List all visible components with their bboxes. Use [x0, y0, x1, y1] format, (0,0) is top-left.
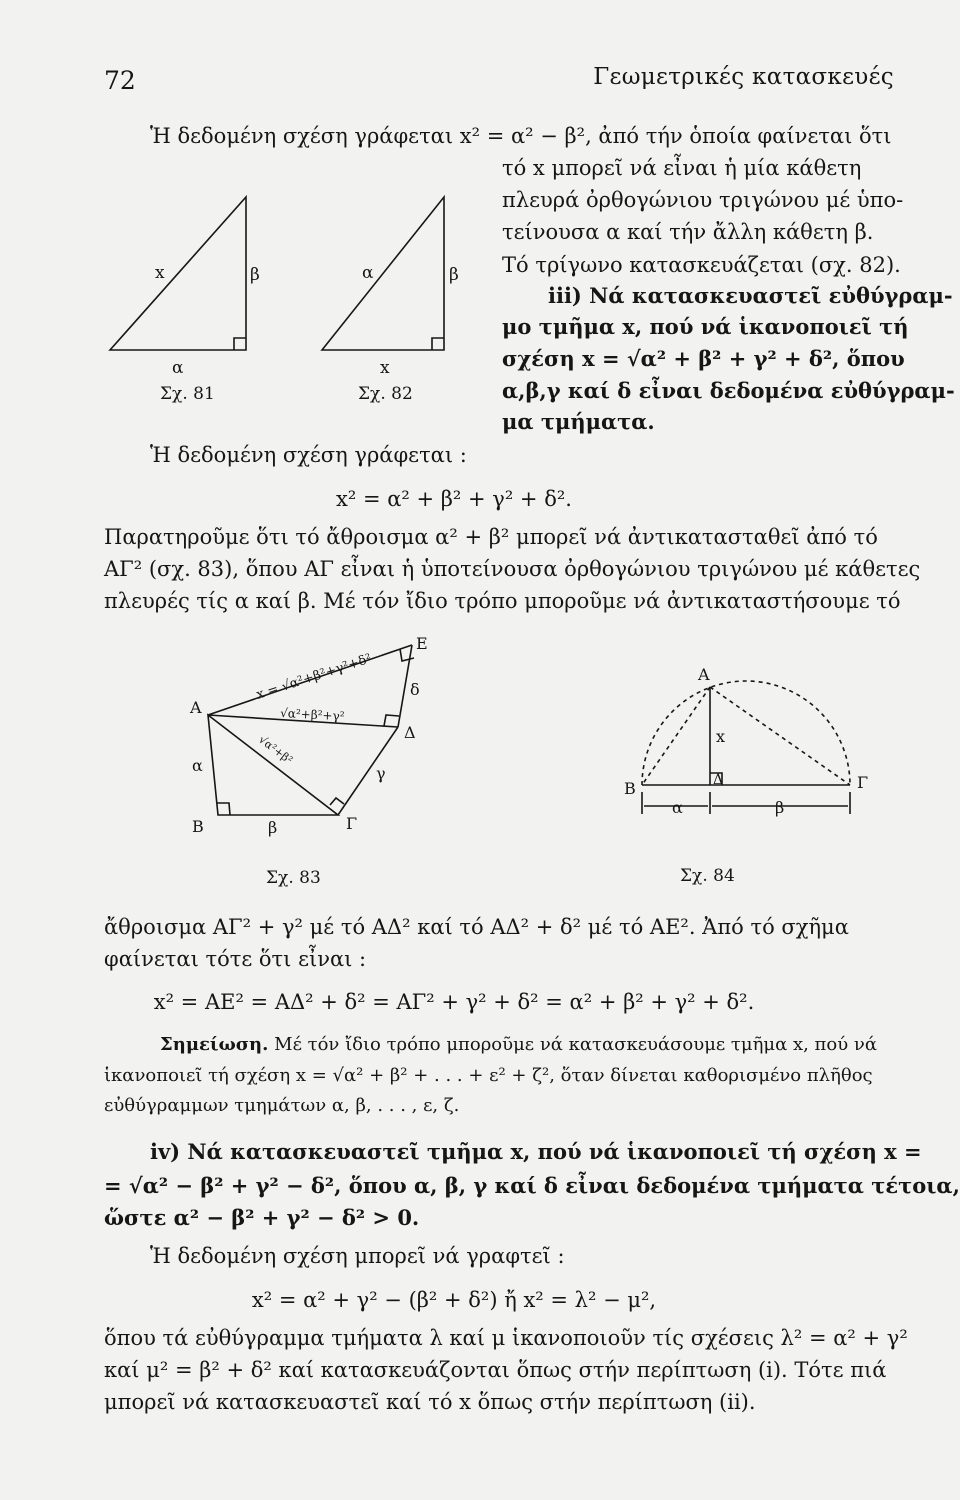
note-line3: εὐθύγραμμων τμημάτων α, β, . . . , ε, ζ. — [104, 1095, 460, 1116]
fig81-label-leg: β — [250, 265, 260, 285]
problem3-line3: σχέση x = √α² + β² + γ² + δ², ὅπου — [502, 346, 905, 371]
page-number: 72 — [104, 66, 136, 95]
fig83-label-g: γ — [376, 764, 386, 783]
fig81-caption: Σχ. 81 — [160, 384, 215, 404]
note-text1: Μέ τόν ἴδιο τρόπο μποροῦμε νά κατασκευάσουμε τμῆμα x, πού νά — [274, 1034, 877, 1055]
fig83-label-AD: √α²+β²+γ² — [279, 706, 345, 724]
fig83-label-b: β — [268, 818, 278, 837]
right-angle-82 — [432, 338, 444, 350]
fig83-label-a: α — [192, 756, 203, 775]
paragraph4-line4: μπορεῖ νά κατασκευαστεῖ καί τό x ὅπως στήν περίπτωση (ii). — [104, 1390, 756, 1414]
paragraph3-formula: x² = ΑΕ² = ΑΔ² + δ² = ΑΓ² + γ² + δ² = α² + β² + γ² + δ². — [153, 990, 755, 1014]
triangle-ABG — [208, 715, 338, 815]
fig84-point-D: Δ — [713, 772, 724, 788]
fig83-label-AE: x = √α²+β²+γ²+δ² — [254, 651, 374, 703]
running-title: Γεωμετρικές κατασκευές — [593, 64, 894, 90]
paragraph4-line3: καί μ² = β² + δ² καί κατασκευάζονται ὅπως στήν περίπτωση (i). Τότε πιά — [104, 1358, 887, 1382]
fig84-point-A: Α — [698, 665, 710, 684]
right-angle-G — [330, 798, 344, 805]
paragraph1-line5: Τό τρίγωνο κατασκευάζεται (σχ. 82). — [502, 253, 901, 277]
figure-82 — [322, 197, 459, 378]
fig83-point-D: Δ — [404, 723, 416, 742]
paragraph2-line3: ΑΓ² (σχ. 83), ὅπου ΑΓ εἶναι ἡ ὑποτείνουσα ὀρθογώνιου τριγώνου μέ κάθετες — [104, 557, 921, 581]
fig83-caption: Σχ. 83 — [266, 868, 321, 888]
fig83-point-A: Α — [190, 698, 202, 717]
figure-83 — [170, 625, 450, 865]
right-angle-E — [400, 649, 414, 661]
right-angle-81 — [234, 338, 246, 350]
triangle-82 — [322, 197, 444, 350]
note-line1 — [160, 1035, 877, 1056]
fig84-label-x: x — [716, 727, 726, 746]
fig83-point-E: Ε — [416, 634, 428, 653]
fig84-label-b: β — [775, 798, 785, 817]
figure-84 — [620, 665, 890, 838]
fig83-label-d: δ — [410, 680, 420, 699]
triangle-81 — [110, 197, 246, 350]
fig81-label-base: α — [172, 358, 184, 378]
note-line2: ἱκανοποιεῖ τή σχέση x = √α² + β² + . . . + ε² + ζ², ὅταν δίνεται καθορισμένο πλῆθος — [104, 1065, 873, 1086]
fig81-label-hyp: x — [155, 263, 165, 283]
problem4-line2: = √α² − β² + γ² − δ², ὅπου α, β, γ καί δ εἶναι δεδομένα τμήματα τέτοια, — [104, 1173, 960, 1198]
paragraph2-formula: x² = α² + β² + γ² + δ². — [336, 487, 572, 511]
fig84-point-G: Γ — [857, 773, 869, 792]
fig84-caption: Σχ. 84 — [680, 866, 735, 886]
paragraph3-line2: φαίνεται τότε ὅτι εἶναι : — [104, 947, 367, 971]
fig83-point-B: Β — [192, 817, 204, 836]
paragraph3-line1: ἄθροισμα ΑΓ² + γ² μέ τό ΑΔ² καί τό ΑΔ² + δ² μέ τό ΑΕ². Ἀπό τό σχῆμα — [104, 915, 849, 939]
fig83-point-G: Γ — [346, 814, 358, 833]
fig82-caption: Σχ. 82 — [358, 384, 413, 404]
fig82-label-base: x — [380, 358, 390, 378]
paragraph2-line1: Ἡ δεδομένη σχέση γράφεται : — [150, 443, 467, 467]
semicircle — [642, 681, 850, 785]
problem3-line5: μα τμήματα. — [502, 409, 655, 434]
paragraph1-line3: πλευρά ὀρθογώνιου τριγώνου μέ ὑπο- — [502, 188, 904, 212]
paragraph1-line2: τό x μπορεῖ νά εἶναι ἡ μία κάθετη — [502, 156, 862, 180]
fig84-label-a: α — [672, 798, 683, 817]
fig83-label-AG: √α²+β² — [256, 733, 296, 767]
problem3-line2: μο τμῆμα x, πού νά ἱκανοποιεῖ τή — [502, 314, 909, 339]
right-angle-D — [384, 715, 399, 726]
fig84-point-B: Β — [624, 779, 636, 798]
problem3-line1: iii) Νά κατασκευαστεῖ εὐθύγραμ- — [548, 283, 953, 308]
paragraph2-line4: πλευρές τίς α καί β. Μέ τόν ἴδιο τρόπο μποροῦμε νά ἀντικαταστήσουμε τό — [104, 589, 901, 613]
figure-81 — [110, 197, 260, 378]
note-label: Σημείωση. — [160, 1034, 269, 1055]
problem3-line4: α,β,γ καί δ εἶναι δεδομένα εὐθύγραμ- — [502, 378, 955, 403]
figure-81-82 — [100, 185, 490, 415]
paragraph4-line2: ὅπου τά εὐθύγραμμα τμήματα λ καί μ ἱκανοποιοῦν τίς σχέσεις λ² = α² + γ² — [104, 1326, 908, 1350]
segment-AB — [642, 687, 710, 785]
right-angle-B — [217, 803, 230, 815]
problem4-line1: iv) Νά κατασκευαστεῖ τμῆμα x, πού νά ἱκανοποιεῖ τή σχέση x = — [150, 1139, 922, 1164]
paragraph2-line2: Παρατηροῦμε ὅτι τό ἄθροισμα α² + β² μπορεῖ νά ἀντικατασταθεῖ ἀπό τό — [104, 525, 878, 549]
segment-AG — [710, 687, 850, 785]
paragraph4-formula: x² = α² + γ² − (β² + δ²) ἤ x² = λ² − μ², — [251, 1288, 657, 1312]
fig82-label-hyp: α — [362, 263, 374, 283]
paragraph4-line1: Ἡ δεδομένη σχέση μπορεῖ νά γραφτεῖ : — [150, 1244, 565, 1268]
segment-GD — [338, 727, 398, 815]
fig82-label-leg: β — [449, 265, 459, 285]
paragraph1-line4: τείνουσα α καί τήν ἄλλη κάθετη β. — [502, 220, 874, 244]
paragraph1-line1: Ἡ δεδομένη σχέση γράφεται x² = α² − β², ἀπό τήν ὁποία φαίνεται ὅτι — [150, 124, 892, 148]
problem4-line3: ὥστε α² − β² + γ² − δ² > 0. — [104, 1205, 420, 1230]
